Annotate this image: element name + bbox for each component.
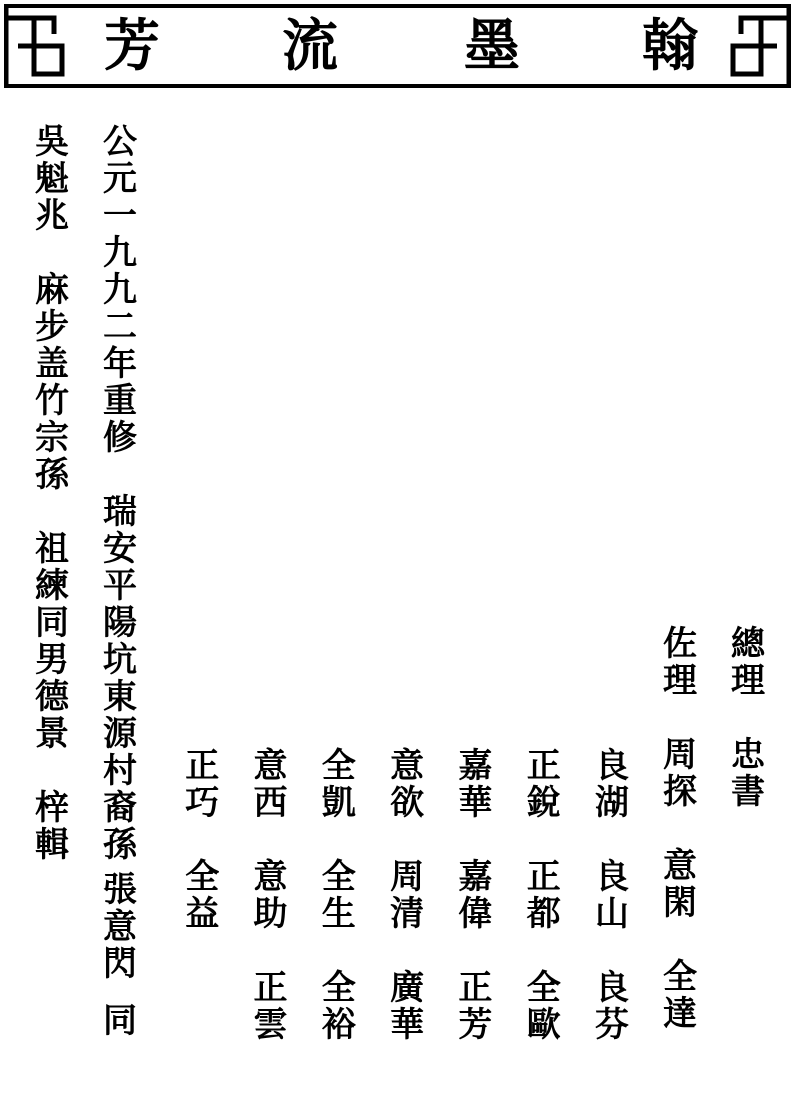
vertical-char: 廣 (390, 968, 425, 1008)
vertical-char: 吳 (35, 122, 69, 162)
vertical-char: 理 (663, 661, 697, 701)
vertical-char: 西 (253, 783, 288, 823)
vertical-char: 輯 (35, 825, 69, 865)
vertical-char: 裔 (103, 788, 137, 828)
vertical-char: 全 (321, 746, 356, 786)
banner-char: 流 (282, 13, 338, 79)
vertical-char: 東 (103, 677, 137, 717)
banner-title (70, 8, 725, 84)
vertical-char: 二 (103, 307, 137, 347)
vertical-char: 全 (321, 857, 356, 897)
vertical-char: 平 (103, 566, 137, 606)
vertical-char: 意 (103, 907, 137, 947)
vertical-char: 全 (526, 968, 561, 1008)
vertical-char: 生 (321, 894, 356, 934)
vertical-char: 總 (731, 624, 765, 664)
vertical-char: 坑 (103, 640, 137, 680)
vertical-char: 正 (526, 746, 561, 786)
vertical-char: 年 (103, 344, 137, 384)
vertical-char: 全 (185, 857, 220, 897)
vertical-char: 凱 (321, 783, 356, 823)
banner-char: 芳 (104, 13, 160, 79)
banner-char: 墨 (464, 13, 520, 79)
vertical-char: 同 (35, 603, 69, 643)
vertical-char: 忠 (731, 735, 765, 775)
vertical-char: 華 (390, 1005, 425, 1045)
vertical-char: 男 (35, 640, 69, 680)
vertical-char: 良 (595, 857, 629, 897)
vertical-char: 正 (185, 746, 220, 786)
vertical-char: 周 (390, 857, 425, 897)
vertical-char: 探 (663, 772, 697, 812)
vertical-char: 嘉 (458, 746, 493, 786)
donor-names-column (32, 124, 72, 864)
vertical-char: 達 (663, 994, 697, 1034)
vertical-char: 意 (390, 746, 425, 786)
name-column (251, 748, 291, 1044)
fret-ornament-left-icon (4, 4, 70, 88)
vertical-char: 周 (663, 735, 697, 775)
vertical-char: 裕 (321, 1005, 356, 1045)
vertical-char: 良 (595, 968, 629, 1008)
general-manager-column (728, 626, 768, 811)
vertical-char: 山 (595, 894, 629, 934)
vertical-char: 歐 (526, 1005, 561, 1045)
vertical-char: 兆 (35, 196, 69, 236)
vertical-char: 書 (731, 772, 765, 812)
vertical-char: 源 (103, 714, 137, 754)
vertical-char: 魁 (35, 159, 69, 199)
vertical-char: 良 (595, 746, 629, 786)
vertical-char: 欲 (390, 783, 425, 823)
vertical-char: 九 (103, 233, 137, 273)
vertical-char: 都 (526, 894, 561, 934)
vertical-char: 意 (253, 746, 288, 786)
banner-char: 翰 (642, 13, 698, 79)
name-column (319, 748, 359, 1044)
vertical-char: 銳 (526, 783, 561, 823)
vertical-char: 閑 (663, 883, 697, 923)
title-banner (4, 4, 791, 88)
vertical-char: 麻 (35, 270, 69, 310)
vertical-char: 竹 (35, 381, 69, 421)
vertical-char: 清 (390, 894, 425, 934)
vertical-char: 景 (35, 714, 69, 754)
vertical-char: 宗 (35, 418, 69, 458)
vertical-char: 助 (253, 894, 288, 934)
fret-ornament-right-icon (725, 4, 791, 88)
name-column (387, 748, 427, 1044)
vertical-char: 練 (35, 566, 69, 606)
vertical-char: 安 (103, 529, 137, 569)
vertical-char: 步 (35, 307, 69, 347)
vertical-char: 正 (526, 857, 561, 897)
vertical-char: 理 (731, 661, 765, 701)
vertical-char: 同 (103, 1001, 137, 1041)
vertical-char: 芳 (458, 1005, 493, 1045)
vertical-char: 元 (103, 159, 137, 199)
vertical-char: 湖 (595, 783, 629, 823)
vertical-char: 一 (103, 196, 137, 236)
vertical-char: 華 (458, 783, 493, 823)
vertical-char: 村 (103, 751, 137, 791)
vertical-char: 重 (103, 381, 137, 421)
vertical-char: 公 (103, 122, 137, 162)
vertical-char: 孫 (35, 455, 69, 495)
vertical-char: 意 (663, 846, 697, 886)
vertical-char: 意 (253, 857, 288, 897)
vertical-char: 芬 (595, 1005, 629, 1045)
vertical-char: 閃 (103, 944, 137, 984)
vertical-char: 佐 (663, 624, 697, 664)
vertical-char: 祖 (35, 529, 69, 569)
vertical-char: 巧 (185, 783, 220, 823)
vertical-char: 嘉 (458, 857, 493, 897)
assistant-manager-column (660, 626, 700, 1033)
vertical-char: 全 (663, 957, 697, 997)
vertical-char: 德 (35, 677, 69, 717)
vertical-char: 偉 (458, 894, 493, 934)
vertical-char: 盖 (35, 344, 69, 384)
vertical-char: 九 (103, 270, 137, 310)
vertical-char: 陽 (103, 603, 137, 643)
vertical-char: 正 (458, 968, 493, 1008)
vertical-char: 正 (253, 968, 288, 1008)
name-column (182, 748, 222, 933)
name-column (592, 748, 632, 1044)
date-author-column (100, 124, 140, 1040)
vertical-char: 梓 (35, 788, 69, 828)
vertical-char: 全 (321, 968, 356, 1008)
name-column (455, 748, 495, 1044)
vertical-char: 雲 (253, 1005, 288, 1045)
vertical-char: 修 (103, 418, 137, 458)
vertical-char: 瑞 (103, 492, 137, 532)
vertical-char: 孫 (103, 825, 137, 865)
vertical-char: 張 (103, 870, 137, 910)
name-column (524, 748, 564, 1044)
banner-bottom-rule (4, 84, 791, 88)
vertical-char: 益 (185, 894, 220, 934)
